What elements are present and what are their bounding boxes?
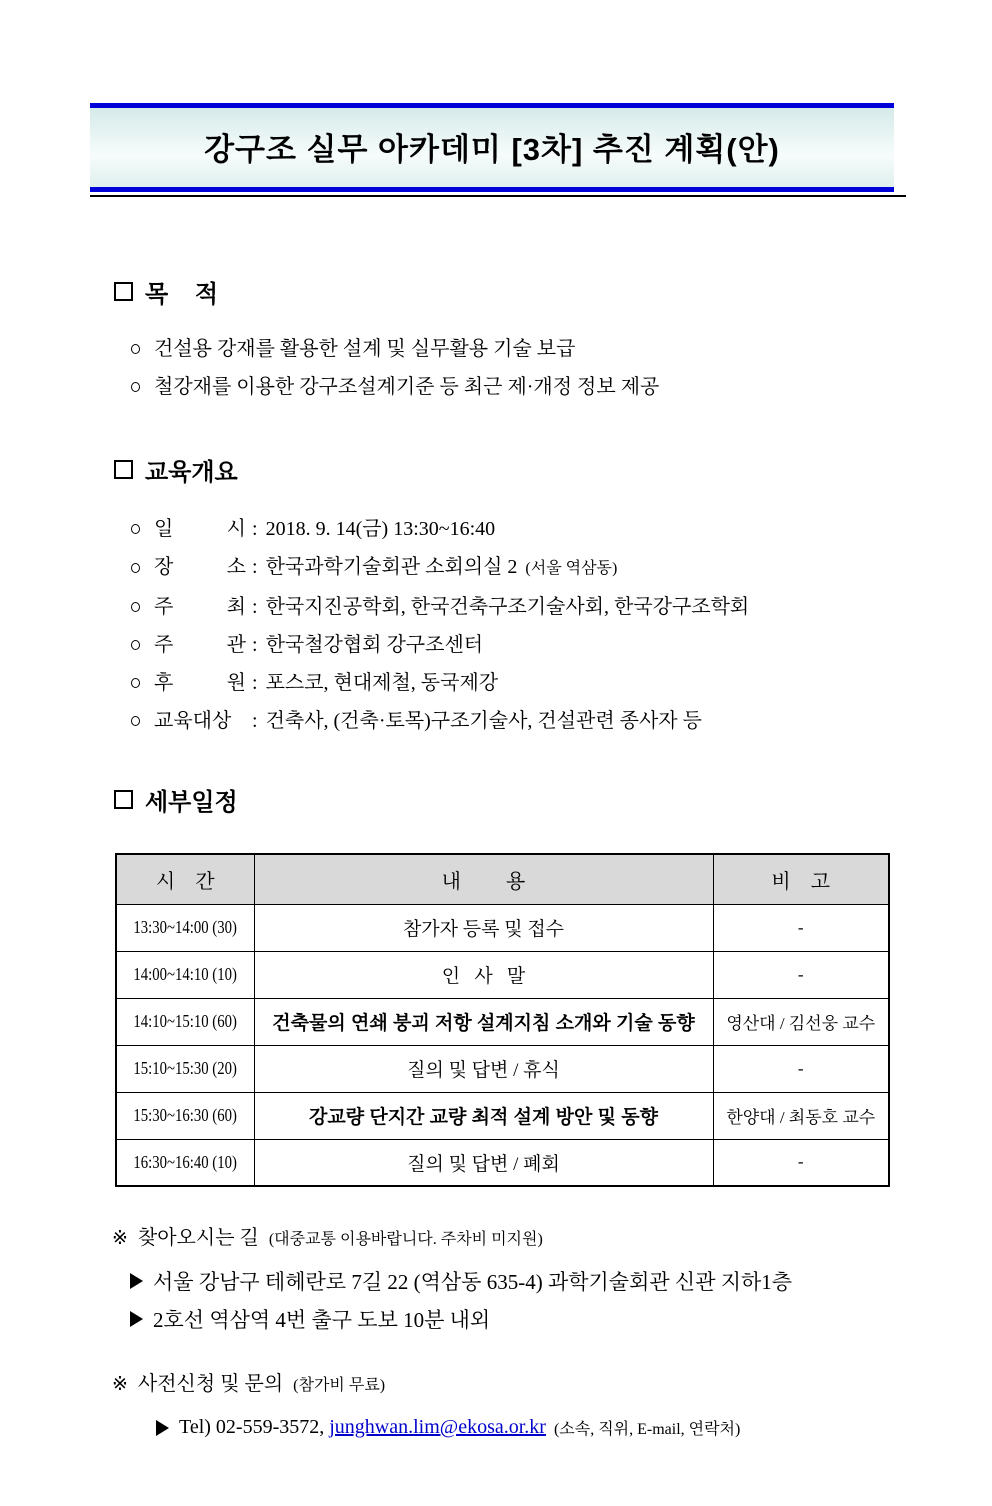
directions-title: 찾아오시는 길 <box>137 1227 259 1249</box>
section-heading-schedule <box>114 782 992 817</box>
registration-block <box>112 1367 992 1439</box>
registration-note: (참가비 무료) <box>293 1377 386 1394</box>
section-heading-overview <box>114 452 992 487</box>
directions-block <box>112 1221 992 1334</box>
directions-title-line <box>112 1221 992 1250</box>
circle-bullet-icon <box>131 716 140 726</box>
overview-item-value: 건축사, (건축·토목)구조기술사, 건설관련 종사자 등 <box>265 710 702 732</box>
overview-item-label: 교육대상 <box>154 710 232 732</box>
table-row <box>116 951 889 998</box>
cell-remark: - <box>713 904 889 951</box>
overview-item <box>131 588 992 626</box>
overview-heading-label: 교육개요 <box>145 459 238 486</box>
arrow-right-icon <box>130 1311 143 1327</box>
purpose-heading-label: 목 적 <box>145 281 219 308</box>
page-title: 강구조 실무 아카데미 [3차] 추진 계획(안) <box>204 132 780 167</box>
cell-remark: - <box>713 1045 889 1092</box>
overview-item-label: 주 관 <box>154 634 246 656</box>
registration-title: 사전신청 및 문의 <box>137 1373 284 1395</box>
cell-content: 건축물의 연쇄 붕괴 저항 설계지침 소개와 기술 동향 <box>254 998 713 1045</box>
overview-item-value: 2018. 9. 14(금) 13:30~16:40 <box>265 518 496 540</box>
overview-item-label: 장 소 <box>154 556 246 578</box>
title-banner <box>90 103 894 192</box>
col-header-content: 내 용 <box>254 854 713 904</box>
directions-line-text: 서울 강남구 테헤란로 7길 22 (역삼동 635-4) 과학기술회관 신관 지하1층 <box>153 1270 793 1294</box>
table-row <box>116 904 889 951</box>
overview-item <box>131 548 992 588</box>
overview-item <box>131 626 992 664</box>
table-row <box>116 998 889 1045</box>
cell-content: 질의 및 답변 / 휴식 <box>254 1045 713 1092</box>
overview-item-note: (서울 역삼동) <box>525 560 618 577</box>
email-link[interactable]: junghwan.lim@ekosa.or.kr <box>329 1416 546 1438</box>
circle-bullet-icon <box>131 382 140 392</box>
reference-mark-icon: ※ <box>112 1374 128 1395</box>
col-header-time: 시 간 <box>116 854 254 904</box>
overview-item-value: 한국지진공학회, 한국건축구조기술사회, 한국강구조학회 <box>265 596 750 618</box>
overview-item-value: 한국철강협회 강구조센터 <box>265 634 484 656</box>
directions-line <box>130 1304 992 1334</box>
square-bullet-icon <box>114 790 133 809</box>
overview-item-colon: : <box>252 710 258 732</box>
overview-item <box>131 702 992 740</box>
reference-mark-icon: ※ <box>112 1228 128 1249</box>
arrow-right-icon <box>130 1273 143 1289</box>
cell-time: 15:10~15:30 (20) <box>116 1045 254 1092</box>
schedule-heading-label: 세부일정 <box>145 789 238 816</box>
cell-time: 14:10~15:10 (60) <box>116 998 254 1045</box>
overview-item-label: 일 시 <box>154 518 246 540</box>
directions-note: (대중교통 이용바랍니다. 주차비 미지원) <box>268 1231 543 1248</box>
circle-bullet-icon <box>131 344 140 354</box>
cell-remark: - <box>713 1139 889 1186</box>
directions-line <box>130 1266 992 1296</box>
cell-content: 강교량 단지간 교량 최적 설계 방안 및 동향 <box>254 1092 713 1139</box>
square-bullet-icon <box>114 282 133 301</box>
overview-item-label: 주 최 <box>154 596 246 618</box>
cell-time: 16:30~16:40 (10) <box>116 1139 254 1186</box>
schedule-table <box>115 853 890 1187</box>
overview-item-label: 후 원 <box>154 672 246 694</box>
cell-remark: - <box>713 951 889 998</box>
table-header-row <box>116 854 889 904</box>
square-bullet-icon <box>114 460 133 479</box>
circle-bullet-icon <box>131 563 140 573</box>
purpose-item-text: 건설용 강재를 활용한 설계 및 실무활용 기술 보급 <box>154 338 576 360</box>
circle-bullet-icon <box>131 640 140 650</box>
table-row <box>116 1045 889 1092</box>
cell-time: 15:30~16:30 (60) <box>116 1092 254 1139</box>
overview-item-colon: : <box>252 596 258 618</box>
document-page <box>0 103 992 1506</box>
table-row <box>116 1139 889 1186</box>
purpose-item-text: 철강재를 이용한 강구조설계기준 등 최근 제·개정 정보 제공 <box>154 376 660 398</box>
cell-content: 인 사 말 <box>254 951 713 998</box>
circle-bullet-icon <box>131 524 140 534</box>
section-heading-purpose <box>114 274 992 309</box>
cell-content: 참가자 등록 및 접수 <box>254 904 713 951</box>
overview-item-colon: : <box>252 518 258 540</box>
overview-item <box>131 664 992 702</box>
cell-remark: 영산대 / 김선웅 교수 <box>713 998 889 1045</box>
tel-text: Tel) 02-559-3572, <box>179 1416 325 1438</box>
cell-time: 14:00~14:10 (10) <box>116 951 254 998</box>
arrow-right-icon <box>156 1420 169 1436</box>
overview-item-colon: : <box>252 672 258 694</box>
table-row <box>116 1092 889 1139</box>
contact-suffix: (소속, 직위, E-mail, 연락처) <box>553 1421 741 1438</box>
overview-item-colon: : <box>252 634 258 656</box>
registration-contact-line <box>156 1416 992 1439</box>
circle-bullet-icon <box>131 602 140 612</box>
cell-content: 질의 및 답변 / 폐회 <box>254 1139 713 1186</box>
overview-item <box>131 510 992 548</box>
overview-item-value: 포스코, 현대제철, 동국제강 <box>265 672 499 694</box>
col-header-remark: 비 고 <box>713 854 889 904</box>
registration-title-line <box>112 1367 992 1396</box>
title-banner-wrap <box>90 103 906 197</box>
purpose-item <box>131 330 992 368</box>
overview-item-colon: : <box>252 556 258 578</box>
overview-item-value: 한국과학기술회관 소회의실 2 <box>265 556 518 578</box>
directions-line-text: 2호선 역삼역 4번 출구 도보 10분 내외 <box>153 1308 491 1332</box>
purpose-item <box>131 368 992 406</box>
circle-bullet-icon <box>131 678 140 688</box>
cell-remark: 한양대 / 최동호 교수 <box>713 1092 889 1139</box>
cell-time: 13:30~14:00 (30) <box>116 904 254 951</box>
